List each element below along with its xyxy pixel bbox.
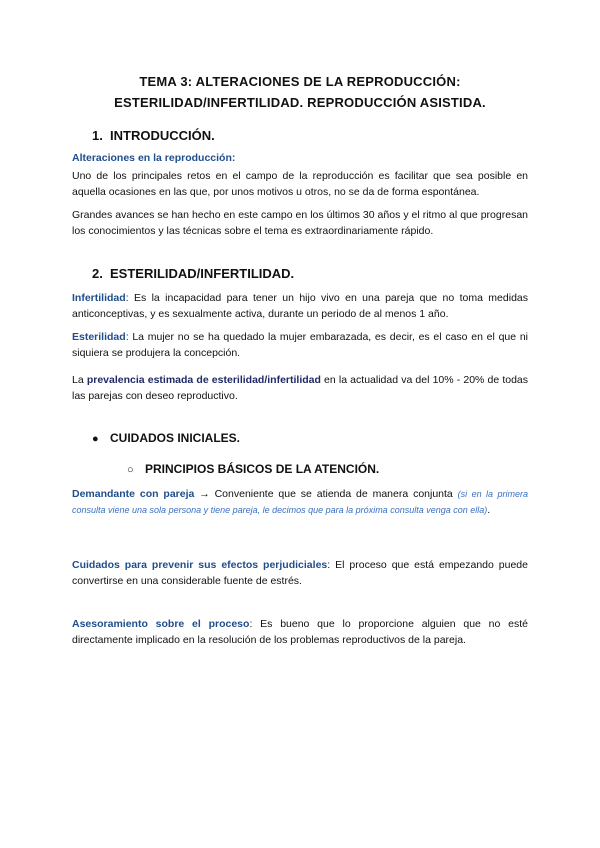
doc-title-line-1: TEMA 3: ALTERACIONES DE LA REPRODUCCIÓN:	[139, 74, 461, 89]
section-1-title: INTRODUCCIÓN.	[110, 128, 215, 143]
infertilidad-term: Infertilidad	[72, 292, 126, 304]
cuidados-prevenir-term: Cuidados para prevenir sus efectos perjudiciales	[72, 559, 328, 571]
cuidados-prevenir-paragraph	[72, 557, 528, 589]
esterilidad-definition	[72, 329, 528, 361]
bullet-icon: ●	[92, 433, 99, 445]
demandante-end: .	[487, 504, 491, 516]
prevalencia-prefix: La	[72, 374, 87, 386]
section-1-heading	[92, 128, 215, 143]
alteraciones-subheading: Alteraciones en la reproducción:	[72, 152, 236, 164]
prevalencia-paragraph	[72, 372, 528, 404]
asesoramiento-term: Asesoramiento sobre el proceso	[72, 618, 250, 630]
principios-heading	[127, 462, 379, 476]
section-2-heading	[92, 266, 294, 281]
section-1-number: 1.	[92, 128, 103, 143]
doc-title-line-2: ESTERILIDAD/INFERTILIDAD. REPRODUCCIÓN ASISTIDA.	[114, 95, 486, 110]
infertilidad-text: : Es la incapacidad para tener un hijo vivo en una pareja que no toma medidas anticonceptivas, y es sexualmente activa, durante un periodo de al menos 1 año.	[72, 292, 528, 320]
cuidados-prevenir-text: : El proceso que está empezando puede convertirse en una considerable fuente de estrés.	[72, 559, 528, 587]
circle-bullet-icon: ○	[127, 464, 134, 476]
infertilidad-definition	[72, 290, 528, 322]
demandante-note: (si en la primera consulta viene una sola persona y tiene pareja, le decimos que para la próxima consulta venga con ella)	[72, 489, 529, 515]
demandante-paragraph	[72, 486, 528, 518]
prevalencia-term: prevalencia estimada de esterilidad/infertilidad	[86, 374, 321, 386]
demandante-text: → Conveniente que se atienda de manera conjunta	[194, 488, 458, 500]
asesoramiento-paragraph	[72, 616, 528, 648]
cuidados-heading	[92, 431, 240, 445]
section-2-title: ESTERILIDAD/INFERTILIDAD.	[110, 266, 295, 281]
prevalencia-text: en la actualidad va del 10% - 20% de todas las parejas con deseo reproductivo.	[72, 374, 529, 402]
section-2-number: 2.	[92, 266, 103, 281]
principios-title: PRINCIPIOS BÁSICOS DE LA ATENCIÓN.	[145, 462, 380, 476]
esterilidad-text: : La mujer no se ha quedado la mujer embarazada, es decir, es el caso en el que ni siquiera se produjera la concepción.	[72, 331, 528, 359]
cuidados-title: CUIDADOS INICIALES.	[110, 431, 241, 445]
esterilidad-term: Esterilidad	[72, 331, 126, 343]
demandante-term: Demandante con pareja	[72, 488, 195, 500]
intro-paragraph-2: Grandes avances se han hecho en este campo en los últimos 30 años y el ritmo al que progresan los conocimientos y las técnicas sobre el tema es extraordinariamente rápido.	[72, 209, 528, 237]
asesoramiento-text: : Es bueno que lo proporcione alguien que no esté directamente implicado en la resolución de los problemas reproductivos de la pareja.	[72, 618, 528, 646]
intro-paragraph-1: Uno de los principales retos en el campo de la reproducción es facilitar que sea posible en aquella ocasiones en las que, por unos motivos u otros, no se da de forma espontánea.	[72, 170, 528, 198]
